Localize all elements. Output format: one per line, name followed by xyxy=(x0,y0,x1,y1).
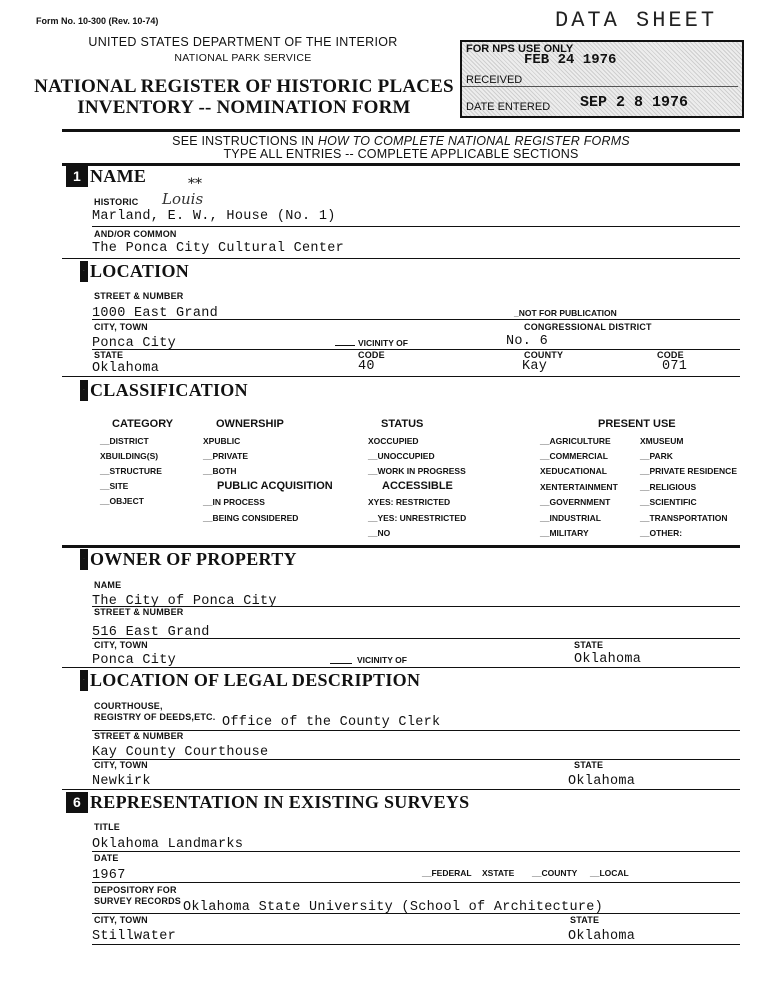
registry-label: REGISTRY OF DEEDS,ETC. xyxy=(94,712,216,722)
state-label: STATE xyxy=(94,350,124,360)
category-option: __STRUCTURE xyxy=(100,466,162,476)
service-name: NATIONAL PARK SERVICE xyxy=(174,52,312,64)
form-number: Form No. 10-300 (Rev. 10-74) xyxy=(36,16,159,26)
instructions-line1: SEE INSTRUCTIONS IN HOW TO COMPLETE NATIONAL REGISTER FORMS xyxy=(172,134,630,148)
form-title-line1: NATIONAL REGISTER OF HISTORIC PLACES xyxy=(34,76,454,97)
legal-state: Oklahoma xyxy=(568,774,636,789)
ownership-heading: OWNERSHIP xyxy=(216,418,284,430)
status-option: __UNOCCUPIED xyxy=(368,451,435,461)
survey-records-label: SURVEY RECORDS xyxy=(94,896,181,906)
owner-street: 516 East Grand xyxy=(92,625,210,640)
present-use-option: __GOVERNMENT xyxy=(540,497,611,507)
category-option: __OBJECT xyxy=(100,496,144,506)
section-2-heading: 2 LOCATION xyxy=(80,261,189,282)
received-stamp: FEB 24 1976 xyxy=(524,52,617,68)
code-label: CODE xyxy=(358,350,385,360)
status-option: __WORK IN PROGRESS xyxy=(368,466,466,476)
present-use-option: __COMMERCIAL xyxy=(540,451,609,461)
category-heading: CATEGORY xyxy=(112,418,174,430)
status-heading: STATUS xyxy=(381,418,424,430)
survey-title: Oklahoma Landmarks xyxy=(92,837,244,852)
date-entered-stamp: SEP 2 8 1976 xyxy=(580,94,689,111)
owner-street-label: STREET & NUMBER xyxy=(94,607,184,617)
present-use-option: __OTHER: xyxy=(640,528,683,538)
legal-street: Kay County Courthouse xyxy=(92,745,269,760)
present-use-option: XENTERTAINMENT xyxy=(540,482,618,492)
city-value: Ponca City xyxy=(92,336,177,351)
legal-city-label: CITY, TOWN xyxy=(94,760,148,770)
handwritten-note: Louis xyxy=(162,190,204,208)
section-6-heading: 6 REPRESENTATION IN EXISTING SURVEYS xyxy=(66,792,470,813)
ownership-option: __BOTH xyxy=(203,466,237,476)
courthouse-value: Office of the County Clerk xyxy=(222,715,441,730)
not-for-publication: _NOT FOR PUBLICATION xyxy=(514,308,617,318)
present-use-heading: PRESENT USE xyxy=(598,418,676,430)
ownership-option: XPUBLIC xyxy=(203,436,241,446)
county-code: 071 xyxy=(662,359,688,374)
accessible-option: __NO xyxy=(368,528,391,538)
historic-name: Marland, E. W., House (No. 1) xyxy=(92,209,336,224)
county-option: __COUNTY xyxy=(532,868,578,878)
common-label: AND/OR COMMON xyxy=(94,229,177,239)
survey-city-label: CITY, TOWN xyxy=(94,915,148,925)
owner-state-label: STATE xyxy=(574,640,604,650)
federal-option: __FEDERAL xyxy=(422,868,472,878)
present-use-option: __MILITARY xyxy=(540,528,589,538)
accessible-heading: ACCESSIBLE xyxy=(382,480,453,492)
department-name: UNITED STATES DEPARTMENT OF THE INTERIOR xyxy=(88,35,398,49)
state-option: XSTATE xyxy=(482,868,515,878)
present-use-option: __PARK xyxy=(640,451,673,461)
common-name: The Ponca City Cultural Center xyxy=(92,241,345,256)
state-value: Oklahoma xyxy=(92,361,160,376)
nps-use-box xyxy=(460,40,744,118)
depository-label: DEPOSITORY FOR xyxy=(94,885,177,895)
owner-name-label: NAME xyxy=(94,580,122,590)
owner-state: Oklahoma xyxy=(574,652,642,667)
date-entered-label: DATE ENTERED xyxy=(466,101,551,113)
county-label: COUNTY xyxy=(524,350,564,360)
present-use-option: __RELIGIOUS xyxy=(640,482,697,492)
present-use-option: XEDUCATIONAL xyxy=(540,466,607,476)
district-label: CONGRESSIONAL DISTRICT xyxy=(524,322,652,332)
street-value: 1000 East Grand xyxy=(92,306,219,321)
received-label: RECEIVED xyxy=(466,74,523,86)
owner-vicinity-label: VICINITY OF xyxy=(357,655,407,665)
acquisition-option: __IN PROCESS xyxy=(203,497,265,507)
ownership-option: __PRIVATE xyxy=(203,451,249,461)
present-use-option: __PRIVATE RESIDENCE xyxy=(640,466,737,476)
survey-date-label: DATE xyxy=(94,853,119,863)
city-label: CITY, TOWN xyxy=(94,322,148,332)
header-rule xyxy=(62,129,740,132)
handwritten-asterisks: ** xyxy=(188,176,202,192)
form-title-line2: INVENTORY -- NOMINATION FORM xyxy=(77,97,411,118)
depository-value: Oklahoma State University (School of Architecture) xyxy=(183,900,604,915)
category-option: __DISTRICT xyxy=(100,436,149,446)
survey-date: 1967 xyxy=(92,868,126,883)
state-code: 40 xyxy=(358,359,375,374)
survey-state-label: STATE xyxy=(570,915,600,925)
county-value: Kay xyxy=(522,359,548,374)
category-option: __SITE xyxy=(100,481,129,491)
section-3-heading: 3 CLASSIFICATION xyxy=(80,380,248,401)
present-use-option: __AGRICULTURE xyxy=(540,436,611,446)
county-code-label: CODE xyxy=(657,350,684,360)
survey-state: Oklahoma xyxy=(568,929,636,944)
survey-city: Stillwater xyxy=(92,929,177,944)
survey-title-label: TITLE xyxy=(94,822,120,832)
street-label: STREET & NUMBER xyxy=(94,291,184,301)
data-sheet-stamp: DATA SHEET xyxy=(555,8,718,33)
category-option: XBUILDING(S) xyxy=(100,451,159,461)
acquisition-heading: PUBLIC ACQUISITION xyxy=(217,480,333,492)
historic-label: HISTORIC xyxy=(94,197,139,207)
status-option: XOCCUPIED xyxy=(368,436,419,446)
nps-use-label: FOR NPS USE ONLY xyxy=(466,43,574,55)
present-use-option: __TRANSPORTATION xyxy=(640,513,728,523)
accessible-option: XYES: RESTRICTED xyxy=(368,497,451,507)
present-use-option: XMUSEUM xyxy=(640,436,684,446)
legal-state-label: STATE xyxy=(574,760,604,770)
district-value: No. 6 xyxy=(506,334,549,349)
legal-city: Newkirk xyxy=(92,774,151,789)
owner-city-label: CITY, TOWN xyxy=(94,640,148,650)
section-1-heading: 1 NAME xyxy=(66,166,146,187)
vicinity-label: VICINITY OF xyxy=(358,338,408,348)
section-5-heading: 5 LOCATION OF LEGAL DESCRIPTION xyxy=(80,670,420,691)
instructions-line2: TYPE ALL ENTRIES -- COMPLETE APPLICABLE SECTIONS xyxy=(223,147,579,161)
owner-city: Ponca City xyxy=(92,653,177,668)
acquisition-option: __BEING CONSIDERED xyxy=(203,513,299,523)
present-use-option: __SCIENTIFIC xyxy=(640,497,697,507)
owner-name: The City of Ponca City xyxy=(92,594,277,609)
present-use-option: __INDUSTRIAL xyxy=(540,513,601,523)
accessible-option: __YES: UNRESTRICTED xyxy=(368,513,467,523)
section-4-heading: 4 OWNER OF PROPERTY xyxy=(80,549,297,570)
legal-street-label: STREET & NUMBER xyxy=(94,731,184,741)
local-option: __LOCAL xyxy=(590,868,629,878)
courthouse-label: COURTHOUSE, xyxy=(94,701,163,711)
